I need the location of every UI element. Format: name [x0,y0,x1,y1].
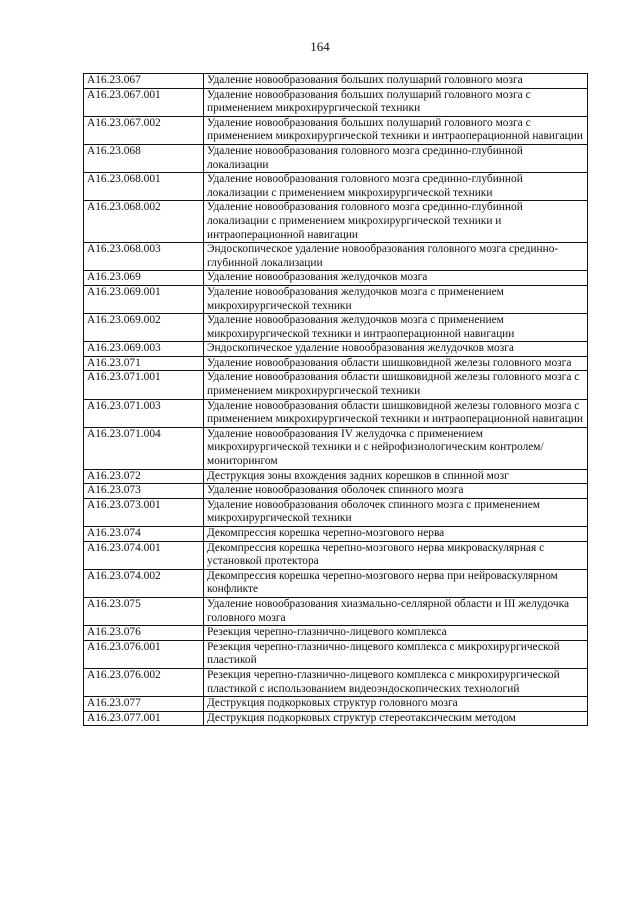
procedure-description: Удаление новообразования хиазмально-селлярной области и III желудочка головного мозга [204,597,588,625]
table-row [84,626,588,641]
procedure-code: A16.23.074.001 [84,541,204,569]
table-row [84,469,588,484]
procedure-description: Удаление новообразования желудочков мозга с применением микрохирургической техники [204,285,588,313]
table-row [84,88,588,116]
table-row [84,498,588,526]
procedure-code: A16.23.074.002 [84,569,204,597]
procedure-description: Деструкция подкорковых структур головного мозга [204,697,588,712]
procedure-description: Удаление новообразования больших полушарий головного мозга с применением микрохирургической техники и интраоперационной навигации [204,116,588,144]
table-row [84,314,588,342]
table-row [84,427,588,469]
table-row [84,356,588,371]
procedure-code: A16.23.068.002 [84,201,204,243]
procedure-code: A16.23.077 [84,697,204,712]
procedure-code: A16.23.067 [84,74,204,89]
procedure-description: Удаление новообразования области шишковидной железы головного мозга с применением микрохирургической техники и интраоперационной навигации [204,399,588,427]
procedure-description: Удаление новообразования области шишковидной железы головного мозга с применением микрохирургической техники [204,371,588,399]
procedure-code: A16.23.069.001 [84,285,204,313]
procedure-description: Эндоскопическое удаление новообразования желудочков мозга [204,342,588,357]
procedure-description: Удаление новообразования головного мозга срединно-глубинной локализации [204,144,588,172]
procedure-code: A16.23.073.001 [84,498,204,526]
procedure-description: Декомпрессия корешка черепно-мозгового нерва микроваскулярная с установкой протектора [204,541,588,569]
procedure-description: Деструкция зоны вхождения задних корешков в спинной мозг [204,469,588,484]
procedure-code: A16.23.075 [84,597,204,625]
procedure-code: A16.23.074 [84,527,204,542]
table-row [84,243,588,271]
procedure-code: A16.23.076.002 [84,668,204,696]
table-row [84,399,588,427]
table-row [84,484,588,499]
procedure-description: Удаление новообразования оболочек спинного мозга с применением микрохирургической техники [204,498,588,526]
table-row [84,271,588,286]
table-row [84,711,588,726]
procedure-code: A16.23.077.001 [84,711,204,726]
procedure-code: A16.23.067.002 [84,116,204,144]
procedure-code: A16.23.073 [84,484,204,499]
procedure-code: A16.23.068 [84,144,204,172]
procedure-description: Деструкция подкорковых структур стереотаксическим методом [204,711,588,726]
table-row [84,371,588,399]
page-number: 164 [310,39,330,54]
procedure-code: A16.23.067.001 [84,88,204,116]
procedure-description: Удаление новообразования IV желудочка с применением микрохирургической техники и с нейрофизиологическим контролем/мониторингом [204,427,588,469]
table-row [84,541,588,569]
table-row [84,668,588,696]
table-row [84,597,588,625]
table-row [84,527,588,542]
procedure-code: A16.23.071.004 [84,427,204,469]
table-row [84,697,588,712]
table-row [84,285,588,313]
procedure-description: Эндоскопическое удаление новообразования головного мозга срединно-глубинной локализации [204,243,588,271]
procedure-code: A16.23.076.001 [84,640,204,668]
table-row [84,640,588,668]
table-row [84,74,588,89]
table-row [84,342,588,357]
procedures-table [83,73,588,726]
procedure-description: Удаление новообразования оболочек спинного мозга [204,484,588,499]
procedure-code: A16.23.071.003 [84,399,204,427]
procedure-description: Удаление новообразования больших полушарий головного мозга [204,74,588,89]
procedure-description: Резекция черепно-глазнично-лицевого комплекса с микрохирургической пластикой [204,640,588,668]
procedure-code: A16.23.068.003 [84,243,204,271]
procedure-code: A16.23.069 [84,271,204,286]
procedure-description: Удаление новообразования желудочков мозга с применением микрохирургической техники и интраоперационной навигации [204,314,588,342]
table-row [84,569,588,597]
table-row [84,173,588,201]
procedures-table-body [84,74,588,726]
procedure-description: Удаление новообразования больших полушарий головного мозга с применением микрохирургической техники [204,88,588,116]
procedure-code: A16.23.069.002 [84,314,204,342]
procedure-code: A16.23.072 [84,469,204,484]
procedure-code: A16.23.069.003 [84,342,204,357]
procedure-description: Резекция черепно-глазнично-лицевого комплекса с микрохирургической пластикой с использованием видеоэндоскопических технологий [204,668,588,696]
table-row [84,144,588,172]
procedure-code: A16.23.068.001 [84,173,204,201]
procedure-description: Резекция черепно-глазнично-лицевого комплекса [204,626,588,641]
table-row [84,201,588,243]
procedure-description: Удаление новообразования области шишковидной железы головного мозга [204,356,588,371]
procedure-description: Удаление новообразования желудочков мозга [204,271,588,286]
procedure-code: A16.23.076 [84,626,204,641]
procedure-description: Декомпрессия корешка черепно-мозгового нерва при нейроваскулярном конфликте [204,569,588,597]
procedure-code: A16.23.071.001 [84,371,204,399]
procedure-description: Декомпрессия корешка черепно-мозгового нерва [204,527,588,542]
procedure-description: Удаление новообразования головного мозга срединно-глубинной локализации с применением микрохирургической техники и интраоперационной навигации [204,201,588,243]
procedure-description: Удаление новообразования головного мозга срединно-глубинной локализации с применением микрохирургической техники [204,173,588,201]
table-row [84,116,588,144]
procedure-code: A16.23.071 [84,356,204,371]
